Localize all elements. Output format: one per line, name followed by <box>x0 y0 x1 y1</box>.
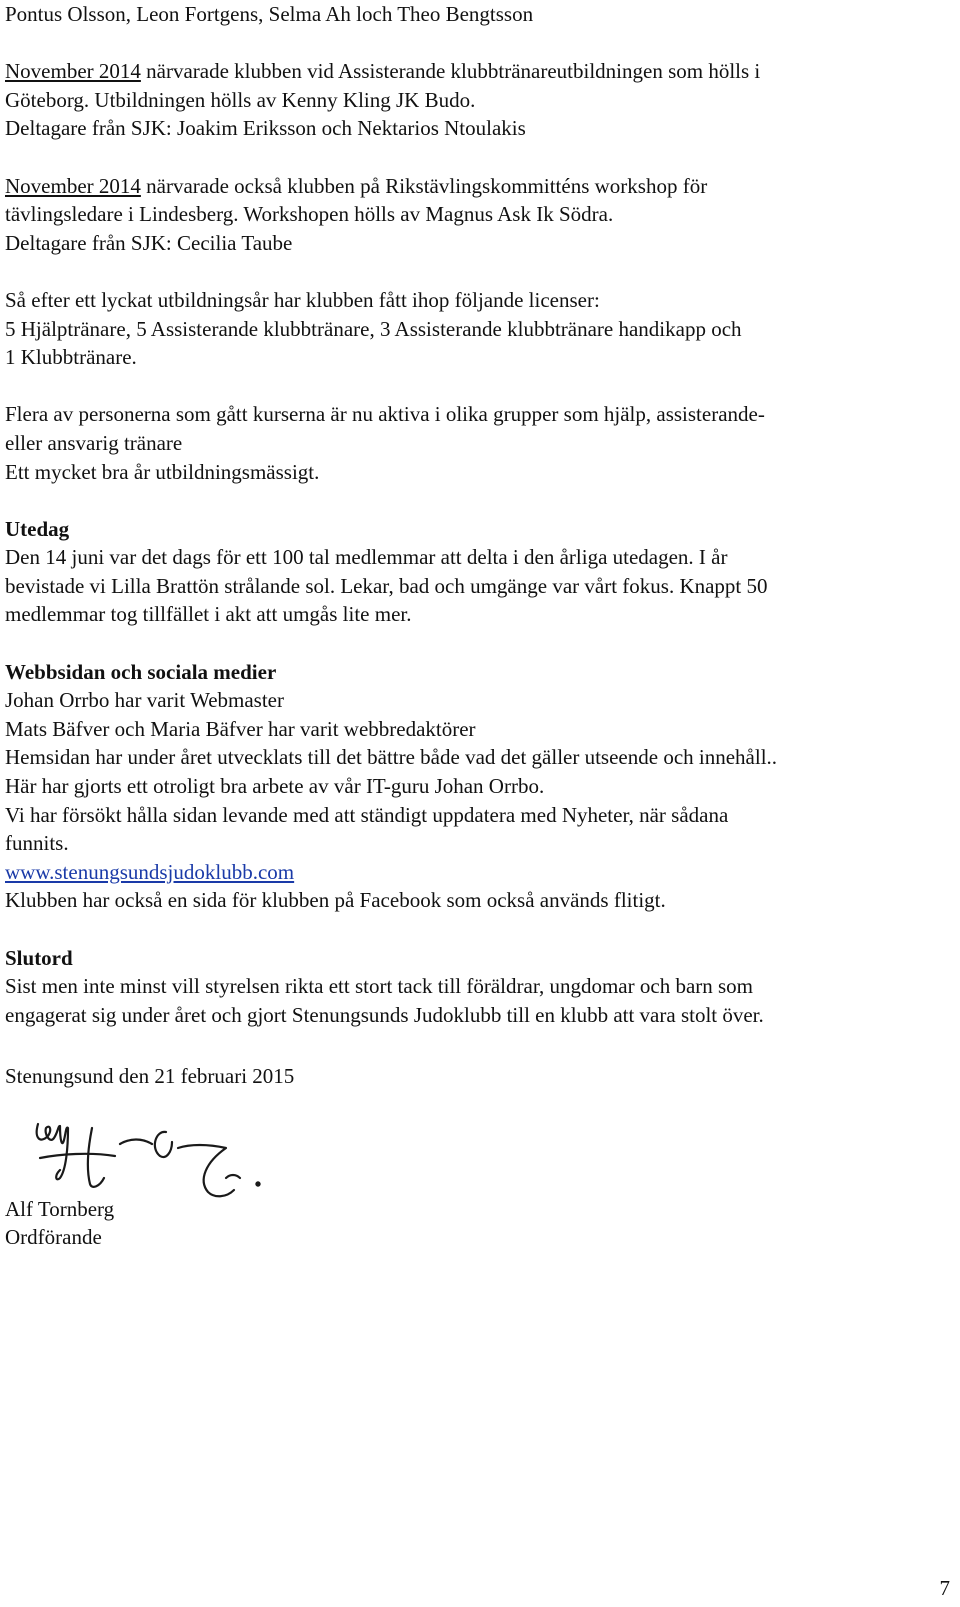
text-line: eller ansvarig tränare <box>5 430 183 455</box>
paragraph-licenses <box>5 286 935 372</box>
page-number: 7 <box>939 1576 950 1600</box>
handwritten-signature <box>30 1118 280 1213</box>
section-webb <box>5 658 935 915</box>
text-line: Göteborg. Utbildningen hölls av Kenny Kling JK Budo. <box>5 87 476 112</box>
document-page <box>5 0 935 1252</box>
paragraph-assistant-training <box>5 57 935 143</box>
section-heading: Slutord <box>5 945 73 970</box>
section-heading: Webbsidan och sociala medier <box>5 659 277 684</box>
text-line: 5 Hjälptränare, 5 Assisterande klubbtränare, 3 Assisterande klubbtränare handikapp och <box>5 316 742 341</box>
text-line: Hemsidan har under året utvecklats till det bättre både vad det gäller utseende och innehåll.. <box>5 745 778 770</box>
signer-title: Ordförande <box>5 1225 102 1250</box>
text-line: Här har gjorts ett otroligt bra arbete av vår IT-guru Johan Orrbo. <box>5 774 545 799</box>
text-line: närvarade klubben vid Assisterande klubbtränareutbildningen som hölls i <box>140 59 761 84</box>
signer-name: Alf Tornberg <box>5 1196 115 1221</box>
text-line: Så efter ett lyckat utbildningsår har klubben fått ihop följande licenser: <box>5 287 600 312</box>
paragraph-active-trainers <box>5 400 935 486</box>
text-line: bevistade vi Lilla Brattön strålande sol. Lekar, bad och umgänge var vårt fokus. Knappt 50 <box>5 573 768 598</box>
text-line: Deltagare från SJK: Joakim Eriksson och Nektarios Ntoulakis <box>5 116 526 141</box>
date-underlined: November 2014 <box>5 173 141 198</box>
text-line: närvarade också klubben på Rikstävlingskommitténs workshop för <box>140 173 708 198</box>
intro-line: Pontus Olsson, Leon Fortgens, Selma Ah loch Theo Bengtsson <box>5 2 534 26</box>
text-line: Ett mycket bra år utbildningsmässigt. <box>5 459 320 484</box>
section-utedag <box>5 515 935 629</box>
text-line: Klubben har också en sida för klubben på Facebook som också används flitigt. <box>5 888 666 913</box>
text-line: Mats Bäfver och Maria Bäfver har varit webbredaktörer <box>5 716 476 741</box>
text-line: 1 Klubbtränare. <box>5 345 137 370</box>
section-heading: Utedag <box>5 516 70 541</box>
text-line: engagerat sig under året och gjort Stenungsunds Judoklubb till en klubb att vara stolt över. <box>5 1002 764 1027</box>
text-line: Flera av personerna som gått kurserna är nu aktiva i olika grupper som hjälp, assisterande- <box>5 402 765 427</box>
text-line: Deltagare från SJK: Cecilia Taube <box>5 230 293 255</box>
dateline: Stenungsund den 21 februari 2015 <box>5 1063 295 1088</box>
text-line: Sist men inte minst vill styrelsen rikta ett stort tack till föräldrar, ungdomar och barn som <box>5 974 754 999</box>
text-line: Vi har försökt hålla sidan levande med att ständigt uppdatera med Nyheter, när sådana <box>5 802 729 827</box>
text-line: Johan Orrbo har varit Webmaster <box>5 688 284 713</box>
text-line: tävlingsledare i Lindesberg. Workshopen hölls av Magnus Ask Ik Södra. <box>5 202 614 227</box>
date-underlined: November 2014 <box>5 59 141 84</box>
section-slutord <box>5 944 935 1030</box>
text-line: funnits. <box>5 831 69 856</box>
website-link[interactable]: www.stenungsundsjudoklubb.com <box>5 859 295 884</box>
text-line: medlemmar tog tillfället i akt att umgås lite mer. <box>5 602 412 627</box>
paragraph-workshop <box>5 172 935 258</box>
text-line: Den 14 juni var det dags för ett 100 tal medlemmar att delta i den årliga utedagen. I år <box>5 545 728 570</box>
